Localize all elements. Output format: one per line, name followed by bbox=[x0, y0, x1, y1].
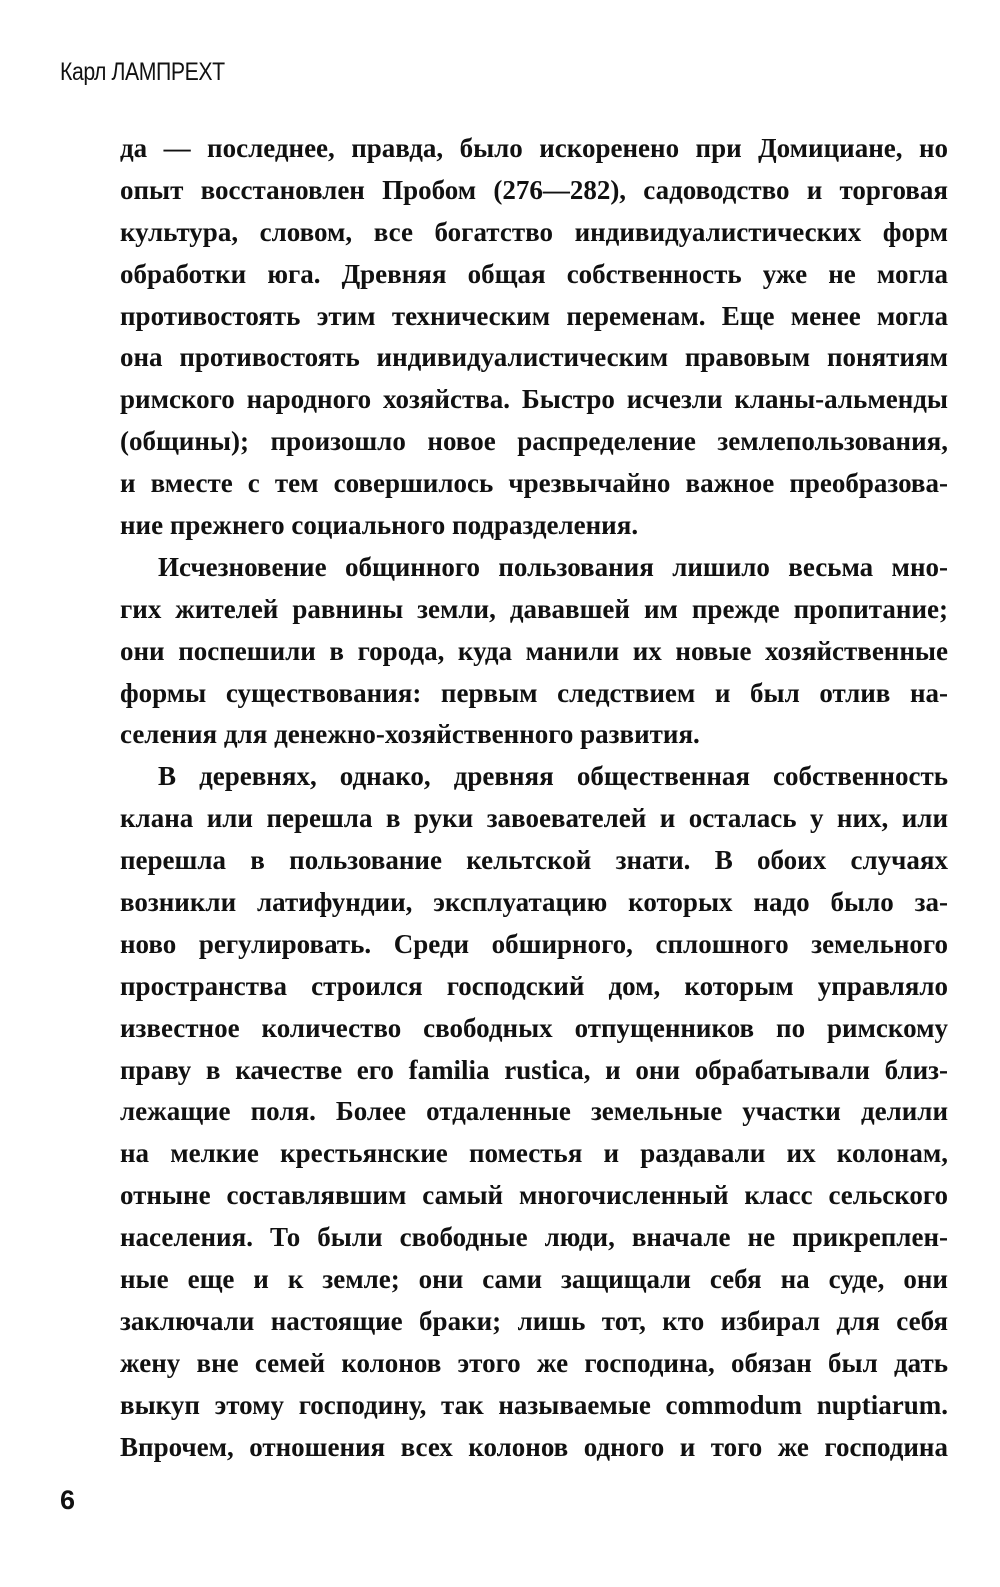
text-line: жену вне семей колонов этого же господина, обязан был дать bbox=[120, 1347, 948, 1378]
text-line: противостоять этим техническим переменам. Еще менее могла bbox=[120, 300, 948, 331]
text-line: заключали настоящие браки; лишь тот, кто избирал для себя bbox=[120, 1305, 948, 1336]
text-line: пространства строился господский дом, которым управляло bbox=[120, 970, 948, 1001]
paragraph bbox=[120, 756, 948, 1468]
text-line: гих жителей равнины земли, дававшей им прежде пропитание; bbox=[120, 593, 948, 624]
text-line: выкуп этому господину, так называемые commodum nuptiarum. bbox=[120, 1389, 948, 1420]
text-line: известное количество свободных отпущенников по римскому bbox=[120, 1012, 948, 1043]
text-line: ные еще и к земле; они сами защищали себя на суде, они bbox=[120, 1264, 948, 1295]
text-line: формы существования: первым следствием и был отлив на- bbox=[120, 677, 948, 708]
text-line: Исчезновение общинного пользования лишило весьма мно- bbox=[158, 551, 948, 582]
text-line: обработки юга. Древняя общая собственность уже не могла bbox=[120, 258, 948, 289]
text-line: она противостоять индивидуалистическим правовым понятиям bbox=[120, 342, 948, 373]
text-line: Впрочем, отношения всех колонов одного и того же господина bbox=[120, 1431, 948, 1462]
text-line: римского народного хозяйства. Быстро исчезли кланы-альменды bbox=[120, 384, 948, 415]
text-line: опыт восстановлен Пробом (276—282), садоводство и торговая bbox=[120, 174, 948, 205]
paragraph bbox=[120, 128, 948, 547]
text-line: селения для денежно-хозяйственного развития. bbox=[120, 719, 700, 750]
text-line: населения. То были свободные люди, вначале не прикреплен- bbox=[120, 1222, 948, 1253]
running-header: Карл ЛАМПРЕХТ bbox=[60, 58, 225, 86]
text-line: на мелкие крестьянские поместья и раздавали их колонам, bbox=[120, 1138, 948, 1169]
text-line: культура, словом, все богатство индивидуалистических форм bbox=[120, 216, 948, 247]
main-text bbox=[120, 128, 948, 1469]
paragraph bbox=[120, 547, 948, 756]
page-number: 6 bbox=[60, 1485, 76, 1515]
text-line: возникли латифундии, эксплуатацию которых надо было за- bbox=[120, 887, 948, 918]
text-line: они поспешили в города, куда манили их новые хозяйственные bbox=[120, 635, 948, 666]
text-line: ново регулировать. Среди обширного, сплошного земельного bbox=[120, 928, 948, 959]
text-line: отныне составлявшим самый многочисленный класс сельского bbox=[120, 1180, 948, 1211]
text-line: (общины); произошло новое распределение землепользования, bbox=[120, 426, 948, 457]
text-line: ние прежнего социального подразделения. bbox=[120, 510, 639, 541]
text-line: праву в качестве его familia rustica, и они обрабатывали близ- bbox=[120, 1054, 948, 1085]
text-line: В деревнях, однако, древняя общественная собственность bbox=[158, 761, 948, 792]
text-line: и вместе с тем совершилось чрезвычайно важное преобразова- bbox=[120, 468, 948, 499]
text-line: перешла в пользование кельтской знати. В обоих случаях bbox=[120, 845, 948, 876]
text-line: лежащие поля. Более отдаленные земельные участки делили bbox=[120, 1096, 948, 1127]
text-line: клана или перешла в руки завоевателей и осталась у них, или bbox=[120, 803, 948, 834]
text-line: да — последнее, правда, было искоренено при Домициане, но bbox=[120, 133, 948, 163]
